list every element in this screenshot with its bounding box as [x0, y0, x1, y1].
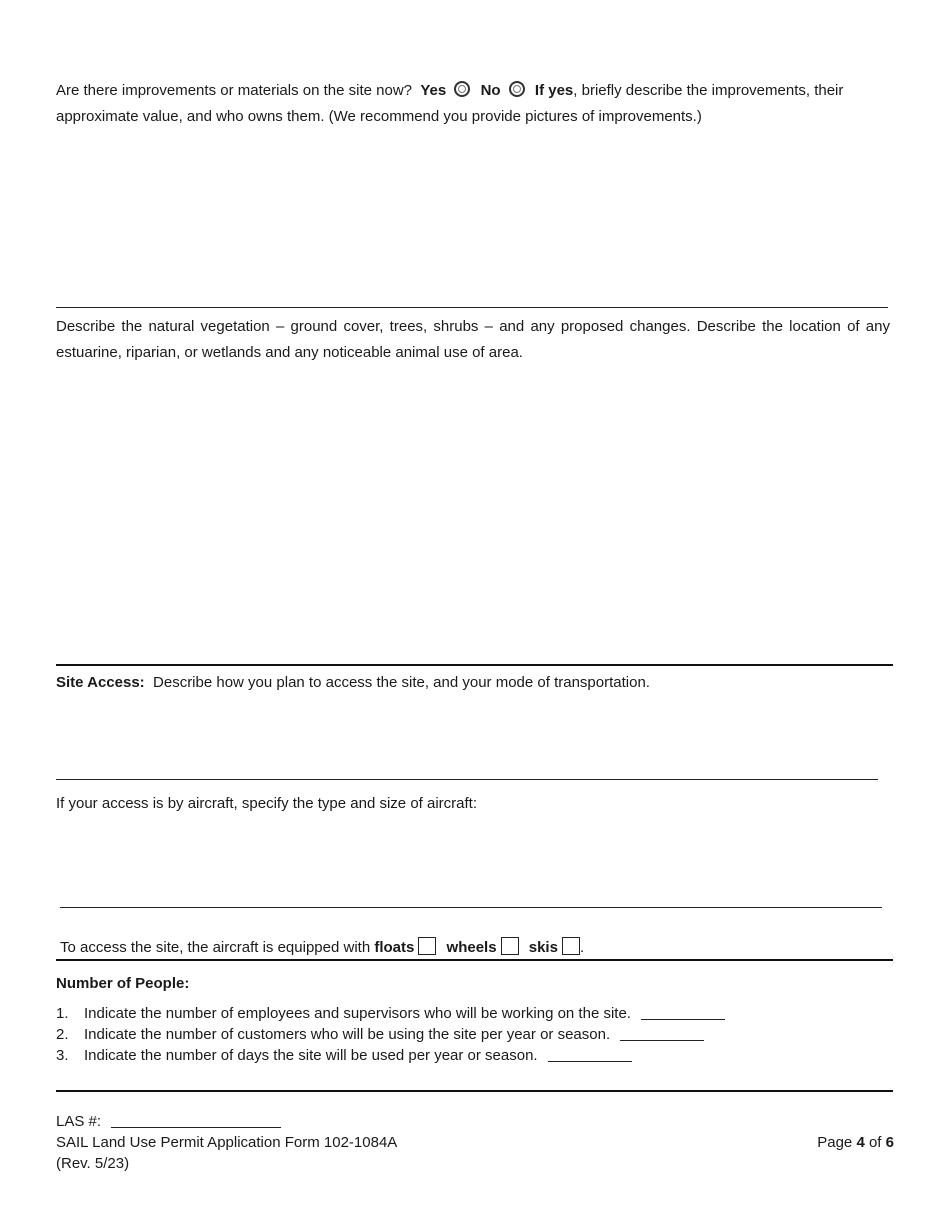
skis-checkbox[interactable] [562, 937, 580, 955]
list-item: 2. Indicate the number of customers who will be using the site per year or season. [56, 1024, 725, 1045]
divider [56, 1090, 893, 1092]
days-count-field[interactable] [548, 1047, 632, 1062]
no-radio[interactable] [509, 81, 525, 97]
wheels-checkbox[interactable] [501, 937, 519, 955]
floats-label: floats [374, 939, 415, 956]
aircraft-question: If your access is by aircraft, specify the type and size of aircraft: [56, 795, 478, 812]
footer-left [56, 1111, 397, 1174]
yes-radio[interactable] [454, 81, 470, 97]
improvements-question: Are there improvements or materials on the site now? Yes No If yes, briefly describe the improvements, their approximate value, and who owns them. (We recommend you provide pictures of improvements.) [56, 82, 844, 125]
list-item: 1. Indicate the number of employees and supervisors who will be working on the site. [56, 1003, 725, 1024]
aircraft-answer-area[interactable] [56, 822, 890, 900]
las-number-field[interactable] [111, 1113, 281, 1128]
vegetation-question: Describe the natural vegetation – ground cover, trees, shrubs – and any proposed changes. Describe the location of any estuarine, riparian, or wetlands and any noticeable animal use of area. [56, 318, 890, 361]
page-number: Page 4 of 6 [817, 1134, 894, 1151]
divider [56, 664, 893, 666]
people-list [56, 1003, 725, 1066]
site-access-question: Site Access: Describe how you plan to access the site, and your mode of transportation. [56, 674, 650, 691]
site-access-label: Site Access: [56, 674, 145, 691]
site-access-answer-area[interactable] [56, 700, 890, 772]
revision: (Rev. 5/23) [56, 1155, 130, 1172]
vegetation-answer-area[interactable] [56, 370, 890, 660]
wheels-label: wheels [446, 939, 497, 956]
divider [56, 959, 893, 961]
aircraft-equipment: To access the site, the aircraft is equipped with floats wheels skis . [60, 939, 585, 956]
divider [56, 307, 888, 308]
skis-label: skis [528, 939, 558, 956]
employees-count-field[interactable] [641, 1005, 725, 1020]
if-yes-label: If yes [534, 82, 574, 99]
list-item: 3. Indicate the number of days the site will be used per year or season. [56, 1045, 725, 1066]
customers-count-field[interactable] [620, 1026, 704, 1041]
divider [60, 907, 882, 908]
no-label: No [480, 82, 501, 99]
divider [56, 779, 878, 780]
form-name: SAIL Land Use Permit Application Form 102-1084A [56, 1134, 398, 1151]
las-number: LAS #: [56, 1111, 397, 1132]
yes-label: Yes [420, 82, 447, 99]
people-heading: Number of People: [56, 975, 190, 992]
improvements-answer-area[interactable] [56, 134, 890, 300]
floats-checkbox[interactable] [418, 937, 436, 955]
